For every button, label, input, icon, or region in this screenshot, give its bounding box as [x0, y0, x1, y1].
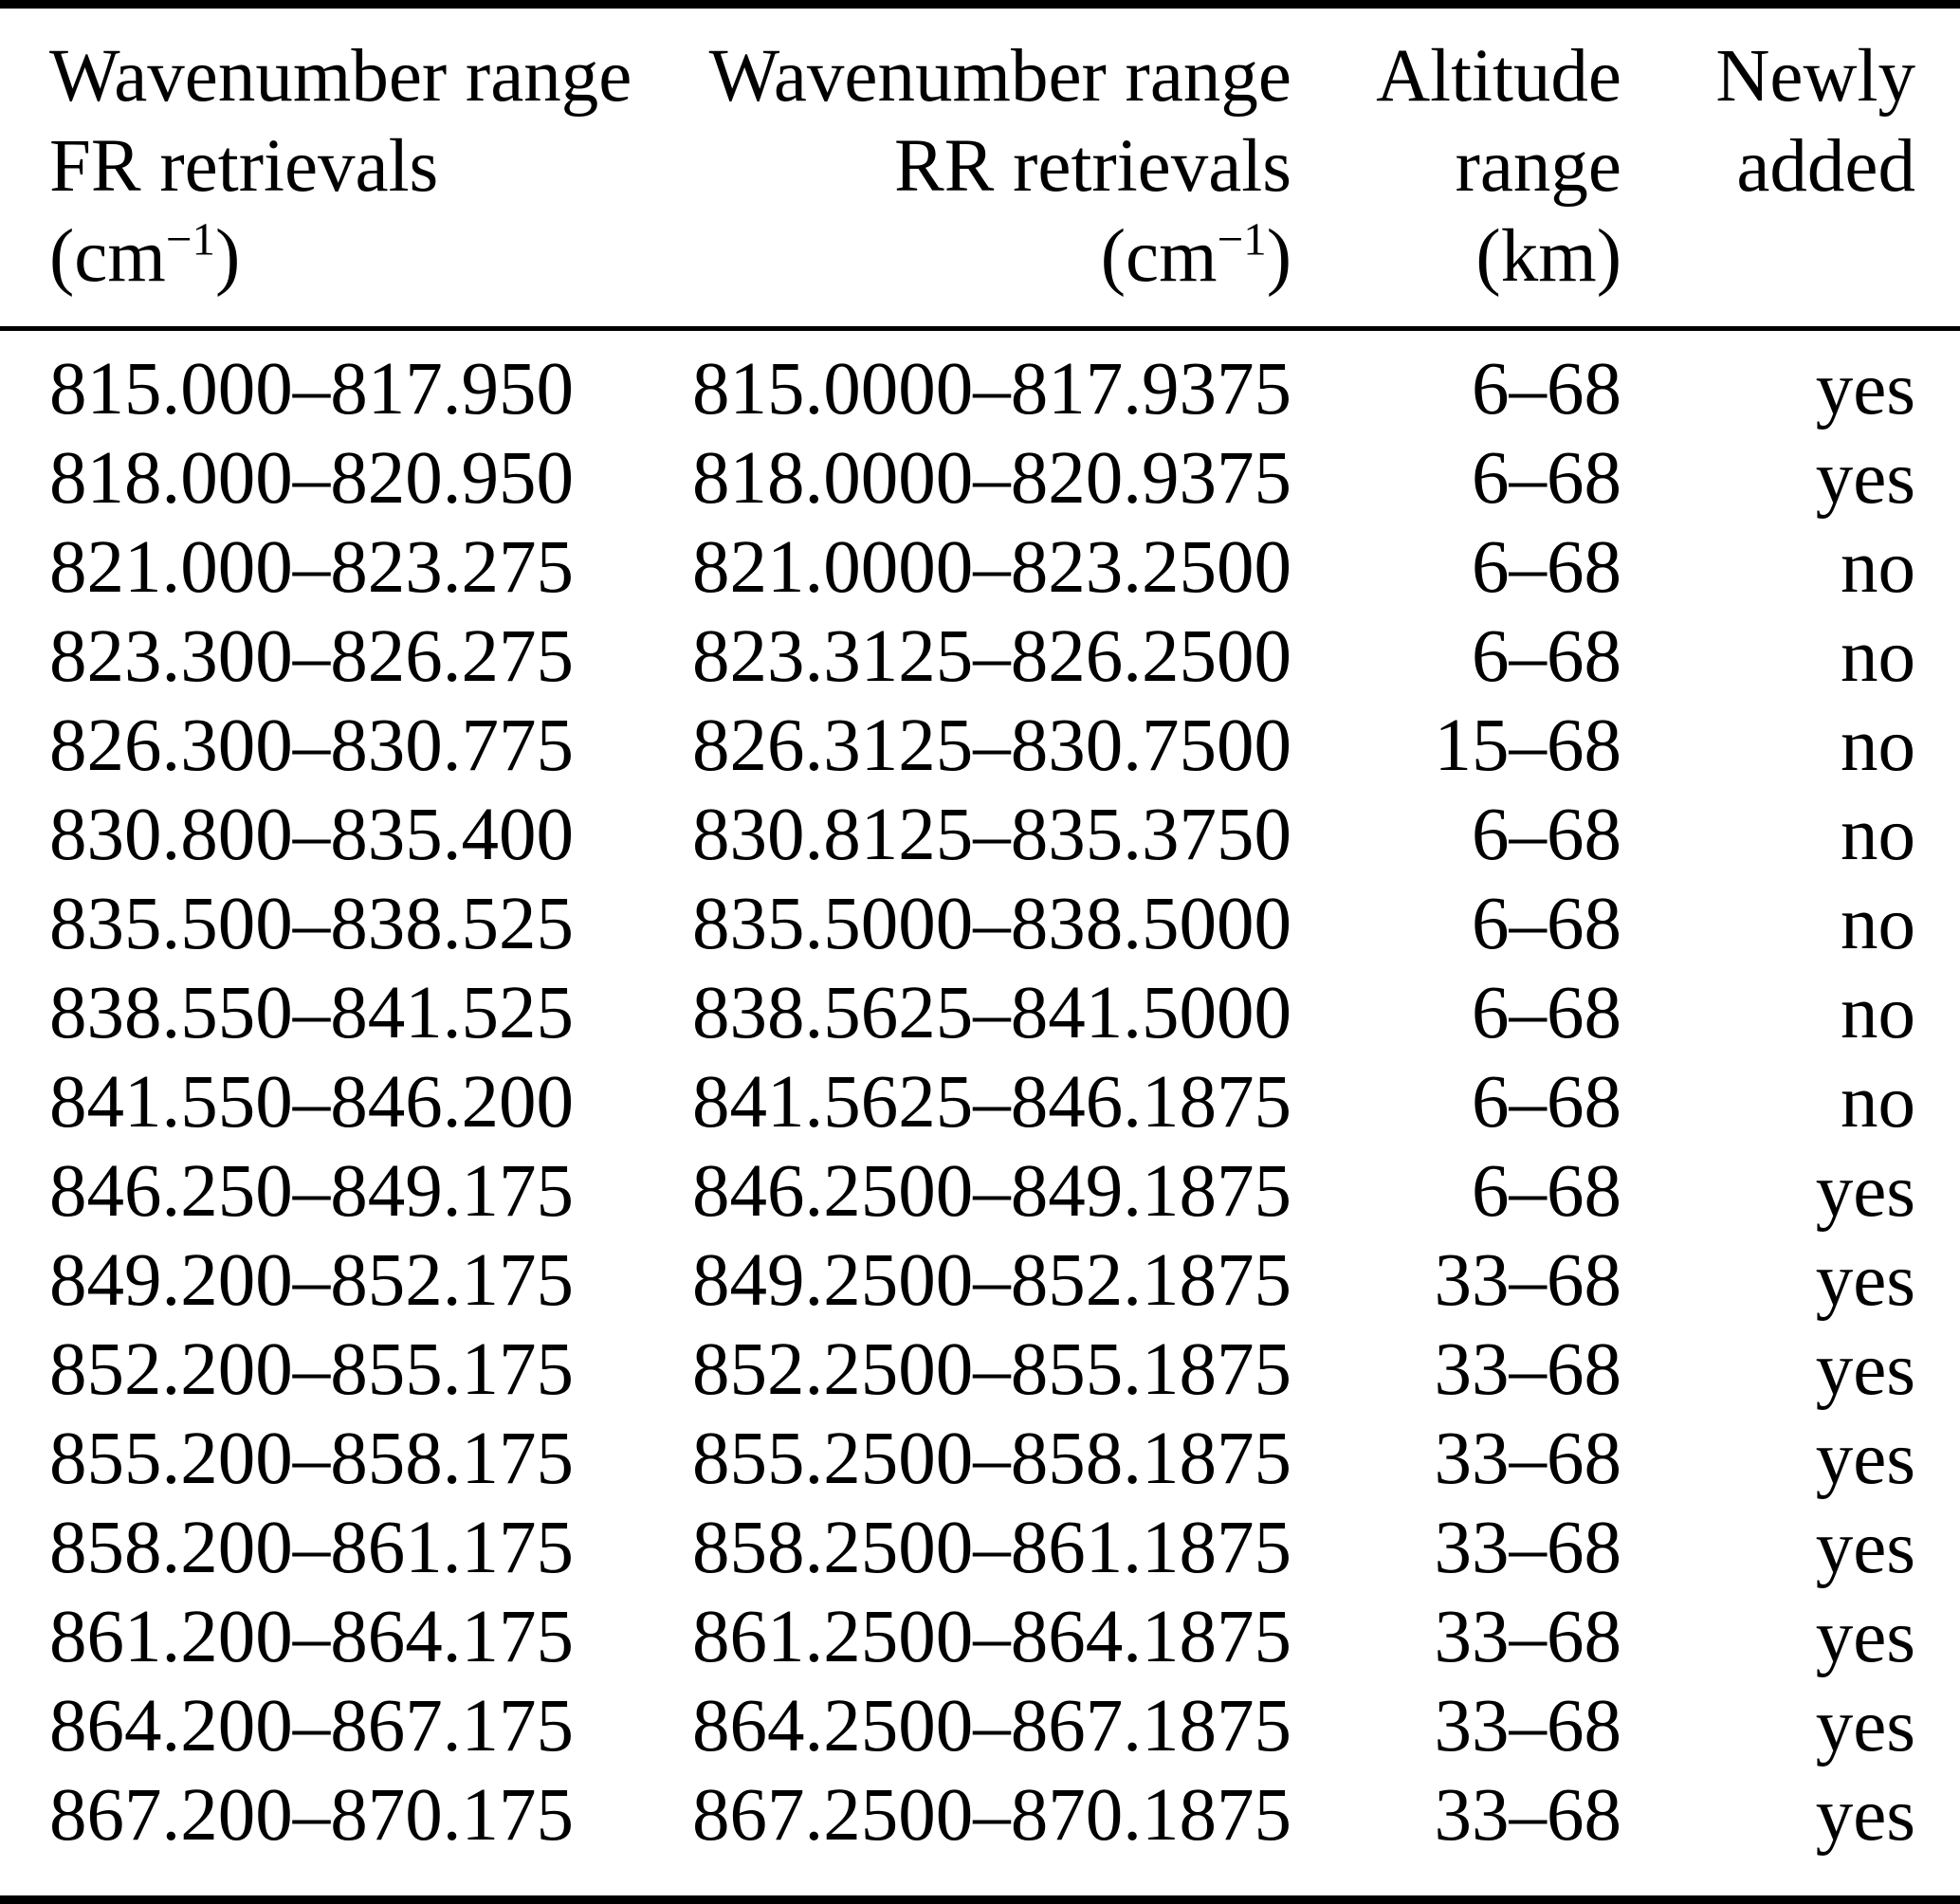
cell-altitude-range: 33–68 — [1434, 1418, 1621, 1500]
header-altitude-range — [1292, 5, 1622, 329]
cell-newly-added: yes — [1815, 437, 1915, 520]
cell-newly-added: no — [1841, 705, 1915, 787]
cell-altitude-range: 33–68 — [1434, 1507, 1621, 1589]
header-line: Altitude — [1376, 35, 1621, 118]
cell-altitude-range: 33–68 — [1434, 1239, 1621, 1322]
cell-newly-added: no — [1841, 615, 1915, 698]
table-row — [0, 523, 1960, 613]
cell-fr-range: 855.200–858.175 — [49, 1418, 574, 1500]
cell-fr-range: 841.550–846.200 — [49, 1061, 574, 1144]
cell-newly-added: yes — [1815, 1507, 1915, 1589]
cell-altitude-range: 15–68 — [1434, 705, 1621, 787]
cell-rr-range: 852.2500–855.1875 — [692, 1328, 1291, 1411]
header-line: Wavenumber range — [708, 35, 1291, 118]
cell-fr-range: 867.200–870.175 — [49, 1774, 574, 1857]
table-row — [0, 969, 1960, 1058]
cell-rr-range: 826.3125–830.7500 — [692, 705, 1291, 787]
cell-rr-range: 818.0000–820.9375 — [692, 437, 1291, 520]
cell-rr-range: 815.0000–817.9375 — [692, 348, 1291, 430]
cell-fr-range: 818.000–820.950 — [49, 437, 574, 520]
cell-altitude-range: 6–68 — [1472, 437, 1621, 520]
cell-rr-range: 855.2500–858.1875 — [692, 1418, 1291, 1500]
cell-rr-range: 821.0000–823.2500 — [692, 526, 1291, 609]
cell-newly-added: yes — [1815, 1774, 1915, 1857]
cell-newly-added: yes — [1815, 1418, 1915, 1500]
cell-fr-range: 826.300–830.775 — [49, 705, 574, 787]
cell-altitude-range: 6–68 — [1472, 1150, 1621, 1233]
cell-fr-range: 821.000–823.275 — [49, 526, 574, 609]
superscript: −1 — [165, 212, 215, 265]
cell-newly-added: yes — [1815, 1328, 1915, 1411]
cell-altitude-range: 6–68 — [1472, 615, 1621, 698]
table-row — [0, 434, 1960, 523]
table-row — [0, 613, 1960, 702]
cell-rr-range: 841.5625–846.1875 — [692, 1061, 1291, 1144]
cell-altitude-range: 6–68 — [1472, 883, 1621, 965]
cell-rr-range: 867.2500–870.1875 — [692, 1774, 1291, 1857]
cell-fr-range: 864.200–867.175 — [49, 1685, 574, 1767]
cell-rr-range: 830.8125–835.3750 — [692, 794, 1291, 876]
cell-altitude-range: 33–68 — [1434, 1685, 1621, 1767]
table-row — [0, 1771, 1960, 1900]
cell-fr-range: 835.500–838.525 — [49, 883, 574, 965]
cell-altitude-range: 33–68 — [1434, 1774, 1621, 1857]
cell-newly-added: yes — [1815, 1596, 1915, 1678]
cell-fr-range: 849.200–852.175 — [49, 1239, 574, 1322]
cell-altitude-range: 6–68 — [1472, 794, 1621, 876]
cell-altitude-range: 33–68 — [1434, 1328, 1621, 1411]
table-row — [0, 1593, 1960, 1682]
cell-fr-range: 823.300–826.275 — [49, 615, 574, 698]
cell-rr-range: 823.3125–826.2500 — [692, 615, 1291, 698]
cell-newly-added: yes — [1815, 1685, 1915, 1767]
cell-fr-range: 846.250–849.175 — [49, 1150, 574, 1233]
header-line: range — [1455, 125, 1621, 208]
cell-rr-range: 861.2500–864.1875 — [692, 1596, 1291, 1678]
table-row — [0, 1415, 1960, 1504]
table-row — [0, 702, 1960, 791]
cell-altitude-range: 33–68 — [1434, 1596, 1621, 1678]
table-row — [0, 1147, 1960, 1236]
header-wavenumber-rr — [588, 5, 1292, 329]
header-line: Newly — [1715, 35, 1915, 118]
cell-newly-added: no — [1841, 526, 1915, 609]
table-body — [0, 329, 1960, 1900]
cell-newly-added: no — [1841, 1061, 1915, 1144]
table-row — [0, 1682, 1960, 1771]
cell-fr-range: 858.200–861.175 — [49, 1507, 574, 1589]
table-row — [0, 329, 1960, 435]
cell-newly-added: yes — [1815, 348, 1915, 430]
cell-altitude-range: 6–68 — [1472, 348, 1621, 430]
header-row — [0, 5, 1960, 329]
cell-newly-added: yes — [1815, 1150, 1915, 1233]
cell-fr-range: 830.800–835.400 — [49, 794, 574, 876]
header-unit: $(cm^{-1})$ — [1100, 212, 1291, 298]
cell-fr-range: 861.200–864.175 — [49, 1596, 574, 1678]
cell-fr-range: 838.550–841.525 — [49, 972, 574, 1054]
cell-newly-added: no — [1841, 972, 1915, 1054]
table-header — [0, 5, 1960, 329]
cell-rr-range: 835.5000–838.5000 — [692, 883, 1291, 965]
cell-altitude-range: 6–68 — [1472, 972, 1621, 1054]
cell-altitude-range: 6–68 — [1472, 1061, 1621, 1144]
cell-newly-added: yes — [1815, 1239, 1915, 1322]
cell-rr-range: 849.2500–852.1875 — [692, 1239, 1291, 1322]
cell-fr-range: 852.200–855.175 — [49, 1328, 574, 1411]
cell-altitude-range: 6–68 — [1472, 526, 1621, 609]
table-row — [0, 1326, 1960, 1415]
header-wavenumber-fr — [0, 5, 632, 329]
cell-rr-range: 846.2500–849.1875 — [692, 1150, 1291, 1233]
table-row — [0, 1058, 1960, 1147]
header-unit: $(cm^{-1})$ — [49, 212, 241, 298]
table-row — [0, 1236, 1960, 1326]
cell-fr-range: 815.000–817.950 — [49, 348, 574, 430]
header-newly-added — [1622, 5, 1960, 329]
table-row — [0, 880, 1960, 969]
header-line: added — [1736, 125, 1915, 208]
cell-rr-range: 858.2500–861.1875 — [692, 1507, 1291, 1589]
header-line: Wavenumber range — [49, 35, 632, 118]
header-line: FR retrievals — [49, 125, 439, 208]
cell-newly-added: no — [1841, 883, 1915, 965]
table-row — [0, 1504, 1960, 1593]
cell-rr-range: 838.5625–841.5000 — [692, 972, 1291, 1054]
header-line: RR retrievals — [893, 125, 1291, 208]
cell-newly-added: no — [1841, 794, 1915, 876]
table-row — [0, 791, 1960, 880]
header-unit: (km) — [1475, 215, 1621, 298]
cell-rr-range: 864.2500–867.1875 — [692, 1685, 1291, 1767]
superscript: −1 — [1217, 212, 1267, 265]
